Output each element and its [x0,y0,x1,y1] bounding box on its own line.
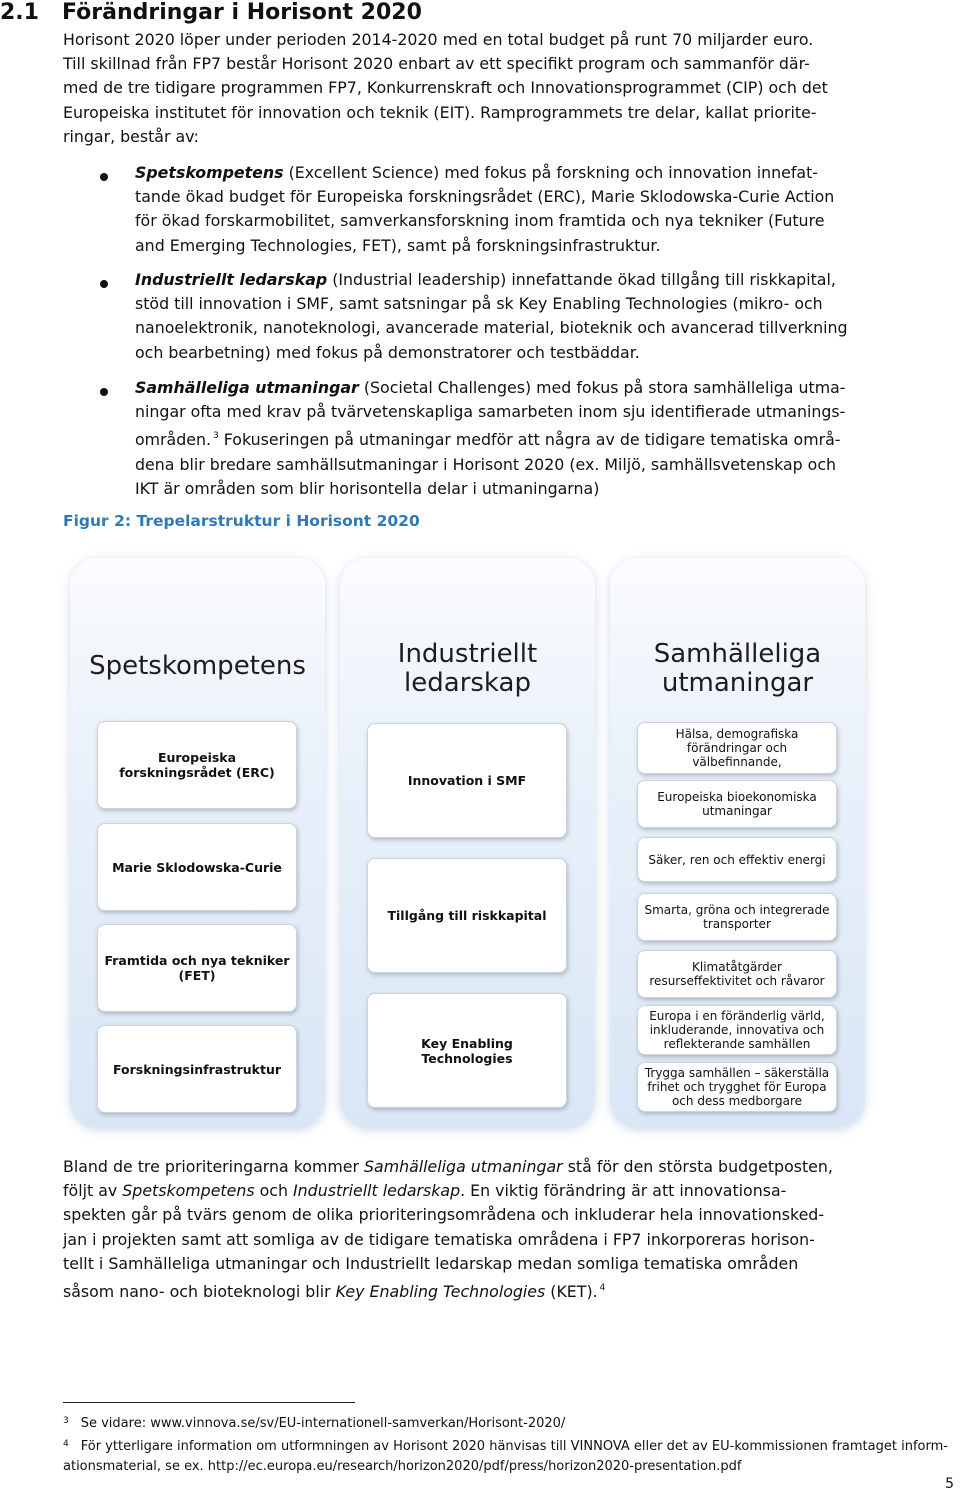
bullet-dot [100,280,108,288]
summary-emphasis: Key Enabling Technologies [335,1282,546,1302]
bullet-text: områden. [135,430,212,450]
pillar-box: Framtida och nya tekniker (FET) [97,924,297,1012]
summary-text: (KET). [545,1282,598,1302]
bullet-text: tande ökad budget för Europeiska forskningsrådet (ERC), Marie Sklodowska-Curie Action [135,187,835,207]
bullet-text: IKT är områden som blir horisontella delar i utmaningarna) [135,478,600,498]
pillar-title: Spetskompetens [89,651,306,681]
pillar-title-line: Samhälleliga [653,639,822,669]
intro-line: Till skillnad från FP7 består Horisont 2020 enbart av ett specifikt program och sammanför där- [63,54,810,74]
summary-text: jan i projekten samt att somliga av de tidigare tematiska områdena i FP7 inkorporeras horison- [63,1229,815,1249]
footnote-text: För ytterligare information om utformningen av Horisont 2020 hänvisas till VINNOVA eller det av EU-kommissionen framtaget inform- [80,1439,948,1454]
footnote-ref[interactable]: 3 [213,431,219,442]
bullet-term: Samhälleliga utmaningar [135,378,359,397]
bullet-text: (Industrial leadership) innefattande ökad tillgång till riskkapital, [327,270,836,289]
footnote-text[interactable]: Se vidare: www.vinnova.se/sv/EU-internationell-samverkan/Horisont-2020/ [80,1416,566,1431]
summary-text: följt av [63,1181,123,1201]
bullet-item-samhalleliga [135,376,957,501]
bullet-term: Spetskompetens [135,163,284,182]
pillar-title [610,640,865,698]
pillar-box: Europa i en föränderlig värld, inkluderande, innovativa och reflekterande samhällen [637,1005,837,1055]
bullet-text: dena blir bredare samhällsutmaningar i Horisont 2020 (ex. Miljö, samhällsvetenskap och [135,454,837,474]
pillar-title-line: utmaningar [661,668,814,698]
pillar-box: Smarta, gröna och integrerade transporter [637,893,837,941]
summary-text: stå för den största budgetposten, [562,1157,833,1176]
bullet-text: (Societal Challenges) med fokus på stora samhälleliga utma- [358,378,846,397]
section-title: Förändringar i Horisont 2020 [62,0,422,25]
summary-emphasis: Industriellt ledarskap [293,1181,461,1201]
footnote-4-continued [63,1456,742,1477]
summary-text: spekten går på tvärs genom de olika prioriteringsområdena och inkluderar hela innovationsked- [63,1205,825,1225]
intro-line: med de tre tidigare programmen FP7, Konkurrenskraft och Innovationsprogrammet (CIP) och det [63,78,828,98]
section-heading [0,0,422,25]
pillar-box: Hälsa, demografiska förändringar och välbefinnande, [637,722,837,774]
footnote-3 [63,1411,565,1434]
pillar-box: Europeiska forskningsrådet (ERC) [97,721,297,809]
intro-line: ringar, består av: [63,126,199,146]
bullet-dot [100,388,108,396]
pillar-box: Marie Sklodowska-Curie [97,823,297,911]
pillar-box: Key Enabling Technologies [367,993,567,1108]
summary-text: tellt i Samhälleliga utmaningar och Industriellt ledarskap medan somliga tematiska områden [63,1253,799,1273]
intro-line: Horisont 2020 löper under perioden 2014-2020 med en total budget på runt 70 miljarder euro. [63,30,814,49]
pillar-title-line: ledarskap [404,668,531,698]
footnote-4 [63,1434,948,1457]
footnote-ref[interactable]: 4 [599,1283,606,1294]
bullet-text: och bearbetning) med fokus på demonstratorer och testbäddar. [135,342,640,362]
summary-text: . En viktig förändring är att innovationsa- [460,1181,787,1201]
summary-paragraph [63,1155,958,1304]
pillar-box: Europeiska bioekonomiska utmaningar [637,780,837,828]
summary-emphasis: Spetskompetens [122,1181,255,1201]
summary-emphasis: Samhälleliga utmaningar [363,1157,563,1176]
pillar-box: Trygga samhällen – säkerställa frihet och trygghet för Europa och dess medborgare [637,1062,837,1112]
footnote-divider [63,1402,355,1403]
pillar-title [340,640,595,698]
bullet-text: för ökad forskarmobilitet, samverkansforskning inom framtida och nya tekniker (Future [135,211,825,231]
intro-paragraph [63,28,958,149]
bullet-text: nanoelektronik, nanoteknologi, avancerade material, bioteknik och avancerad tillverkning [135,318,848,338]
pillar-box: Tillgång till riskkapital [367,858,567,973]
section-number: 2.1 [0,0,39,25]
pillar-box: Forskningsinfrastruktur [97,1025,297,1113]
bullet-text: Fokuseringen på utmaningar medför att några av de tidigare tematiska områ- [218,430,841,450]
footnote-text[interactable]: ationsmaterial, se ex. http://ec.europa.eu/research/horizon2020/pdf/press/horizon2020-presentation.pdf [63,1459,742,1474]
pillar-box: Säker, ren och effektiv energi [637,837,837,882]
bullet-term: Industriellt ledarskap [135,270,328,289]
bullet-dot [100,173,108,181]
bullet-item-spetskompetens [135,161,957,258]
bullet-item-industriellt [135,268,957,365]
summary-text: och [254,1181,293,1201]
bullet-text: and Emerging Technologies, FET), samt på forskningsinfrastruktur. [135,235,661,255]
bullet-text: stöd till innovation i SMF, samt satsningar på sk Key Enabling Technologies (mikro- och [135,294,823,314]
pillar-box: Innovation i SMF [367,723,567,838]
footnote-mark: 3 [63,1416,69,1426]
intro-line: Europeiska institutet för innovation och teknik (EIT). Ramprogrammets tre delar, kallat priorite- [63,102,817,122]
summary-text: Bland de tre prioriteringarna kommer [63,1157,364,1176]
summary-text: såsom nano- och bioteknologi blir [63,1282,336,1302]
footnote-mark: 4 [63,1439,69,1449]
bullet-text: ningar ofta med krav på tvärvetenskapliga samarbeten inom sju identifierade utmanings- [135,402,846,422]
page-number: 5 [945,1476,954,1492]
figure-caption: Figur 2: Trepelarstruktur i Horisont 2020 [63,512,420,530]
pillar-title-line: Industriellt [397,639,538,669]
pillar-box: Klimatåtgärder resurseffektivitet och råvaror [637,950,837,998]
bullet-text: (Excellent Science) med fokus på forskning och innovation innefat- [283,163,818,182]
